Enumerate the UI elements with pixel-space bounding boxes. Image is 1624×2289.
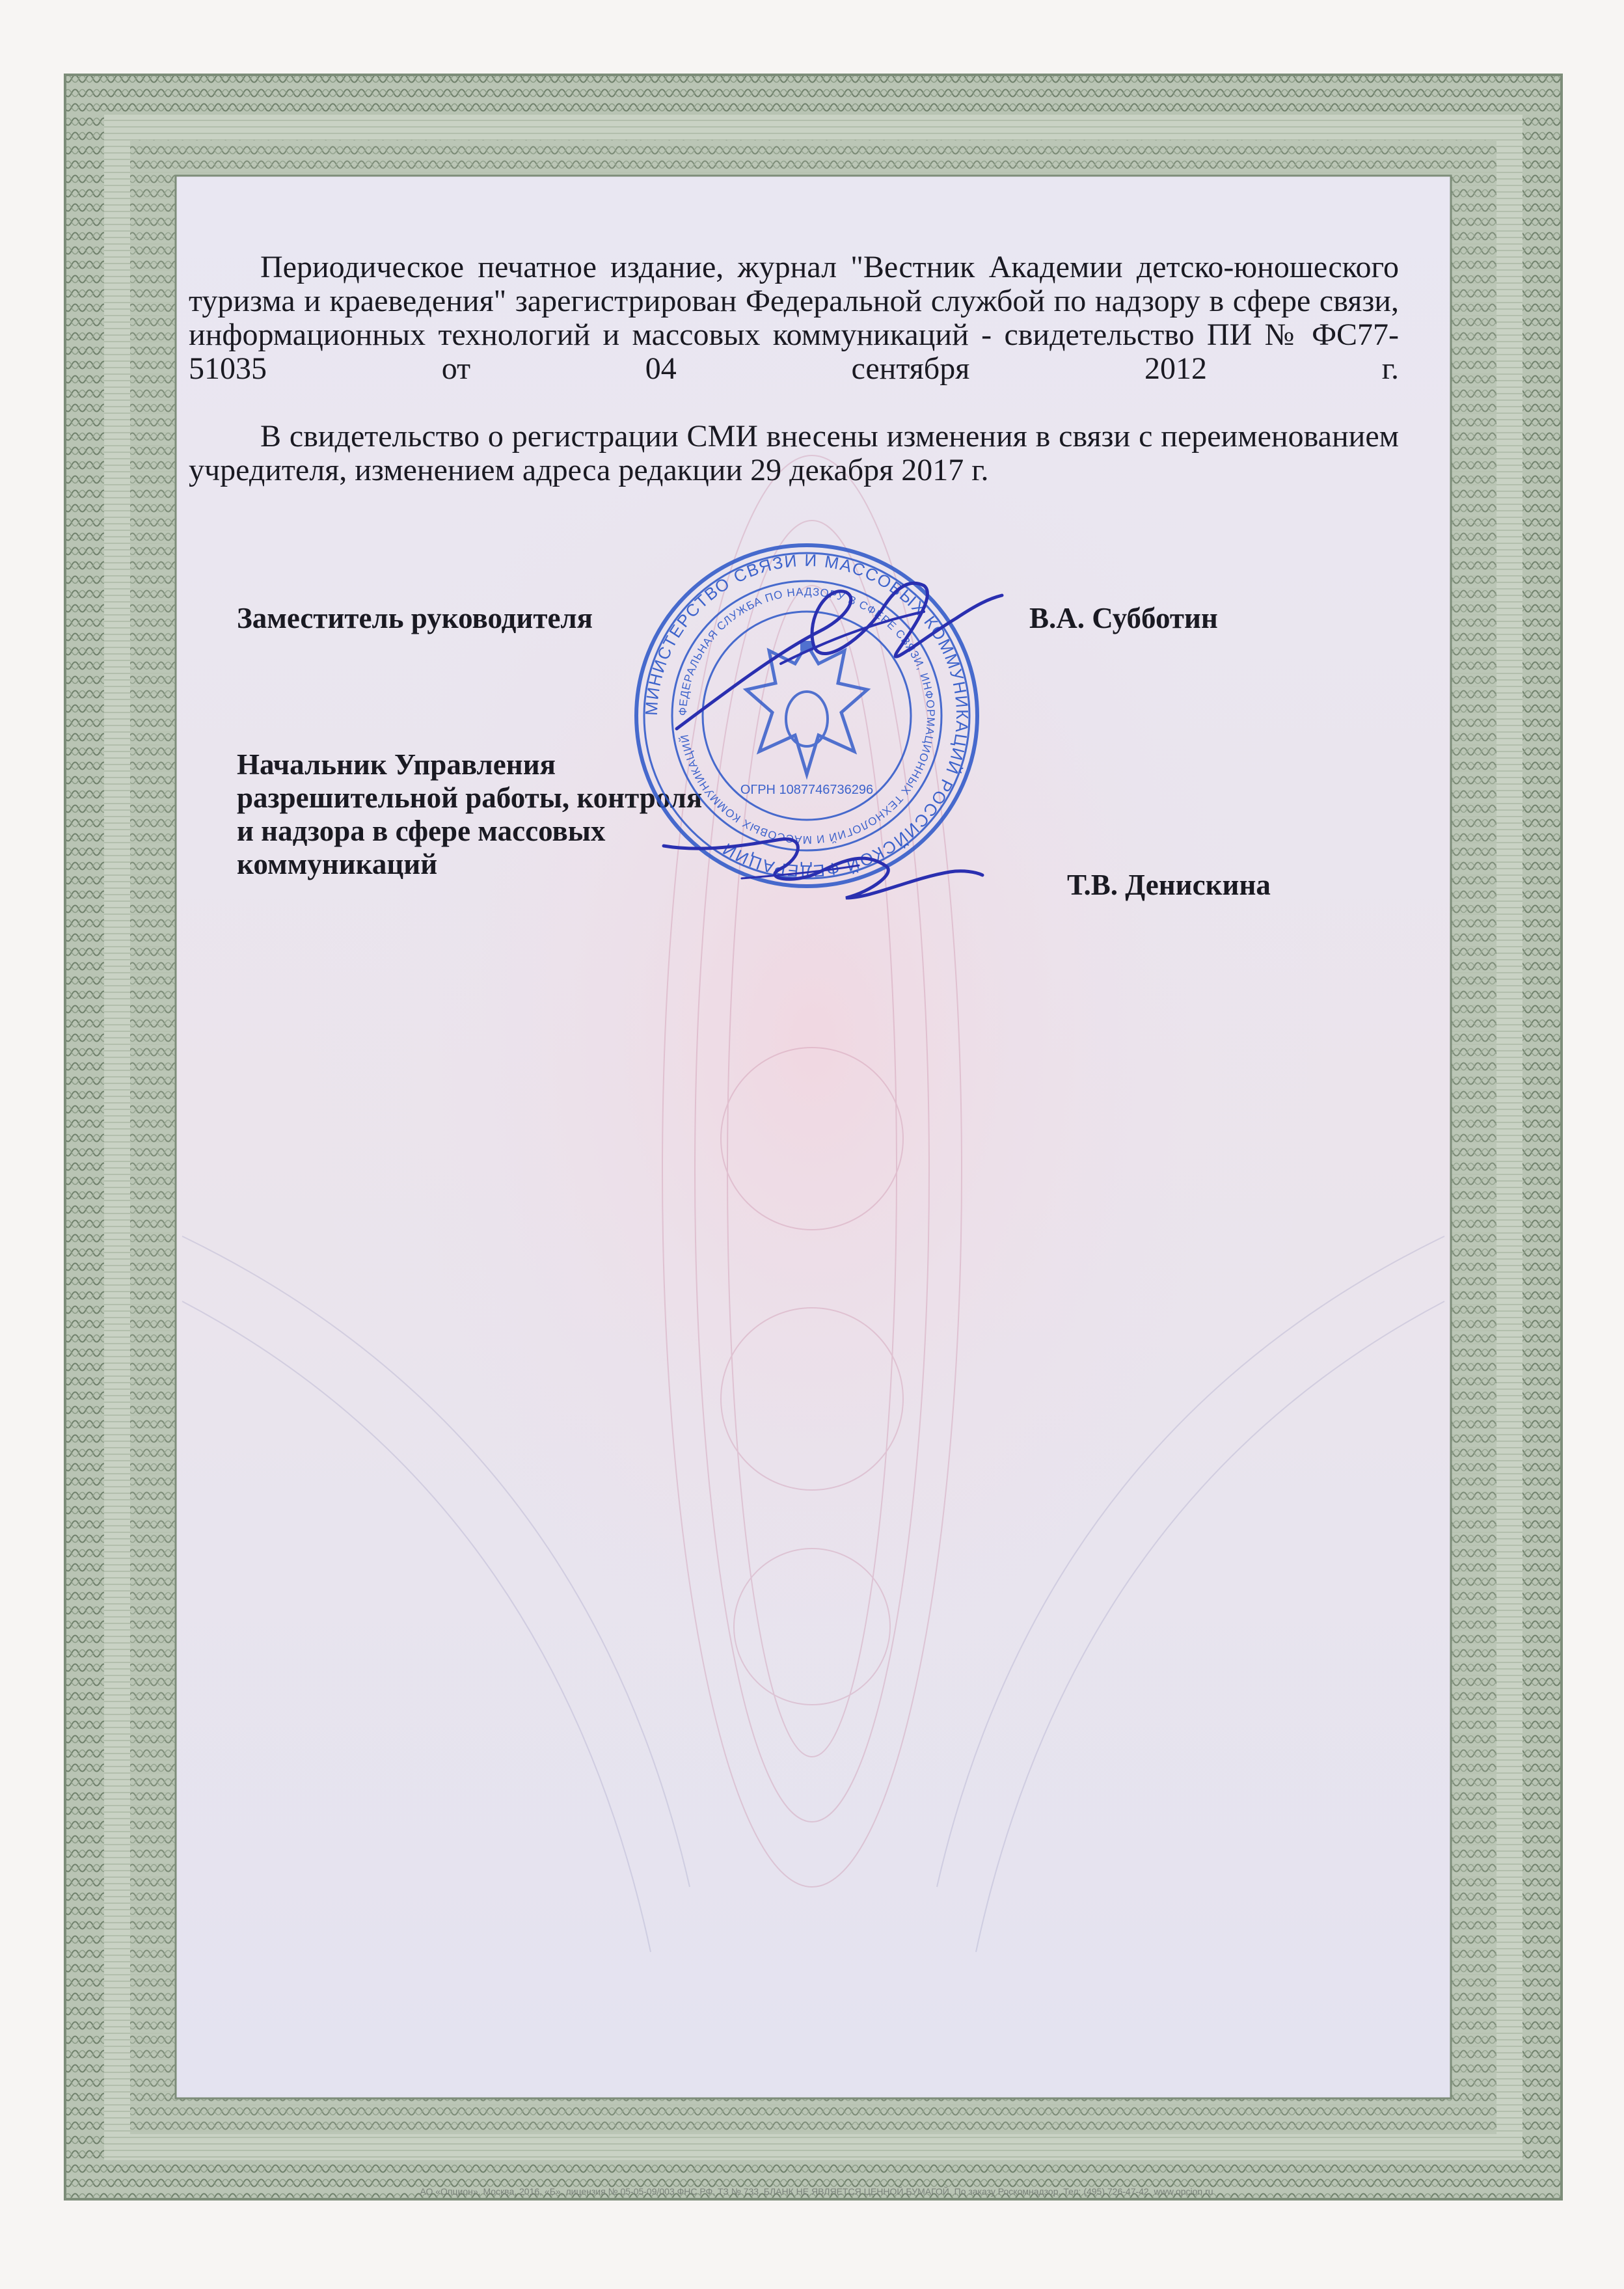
- deputy-title: Заместитель руководителя: [237, 602, 593, 634]
- signature-subbotin-icon: [651, 560, 1015, 768]
- stamp-inner-text: ФЕДЕРАЛЬНАЯ СЛУЖБА ПО НАДЗОРУ В СФЕРЕ СВЯЗИ, ИНФОРМАЦИОННЫХ ТЕХНОЛОГИЙ И МАССОВЫХ КОММУНИКАЦИЙ: [676, 585, 938, 847]
- certificate-body: [189, 251, 1399, 487]
- head-title: Начальник Управления разрешительной работы, контроля и надзора в сфере массовых коммуникаций: [237, 748, 703, 880]
- deputy-name: В.А. Субботин: [1029, 602, 1218, 634]
- printer-footer: АО «Опцион», Москва, 2016, «Б», лицензия № 05-05-09/003 ФНС РФ, ТЗ № 733, БЛАНК НЕ ЯВЛЯЕТСЯ ЦЕННОЙ БУМАГОЙ. По заказу Роскомнадзор. Тел: (495) 726-47-42, www.opcion.ru: [420, 2186, 1213, 2197]
- stamp-ogrn: ОГРН 1087746736296: [740, 783, 874, 797]
- stamp-outer-text: МИНИСТЕРСТВО СВЯЗИ И МАССОВЫХ КОММУНИКАЦИЙ РОССИЙСКОЙ ФЕДЕРАЦИИ: [641, 550, 973, 882]
- signature-deniskina-icon: [651, 807, 989, 924]
- head-name: Т.В. Денискина: [1067, 869, 1271, 901]
- registration-paragraph: Периодическое печатное издание, журнал "Вестник Академии детско-юношеского туризма и краеведения" зарегистрирован Федеральной службой по надзору в сфере связи, информационных технологий и массовых коммуникаций - свидетельство ПИ № ФС77-51035 от 04 сентября 2012 г.: [189, 250, 1399, 386]
- changes-paragraph: В свидетельство о регистрации СМИ внесены изменения в связи с переименованием учредителя, изменением адреса редакции 29 декабря 2017 г.: [189, 419, 1399, 487]
